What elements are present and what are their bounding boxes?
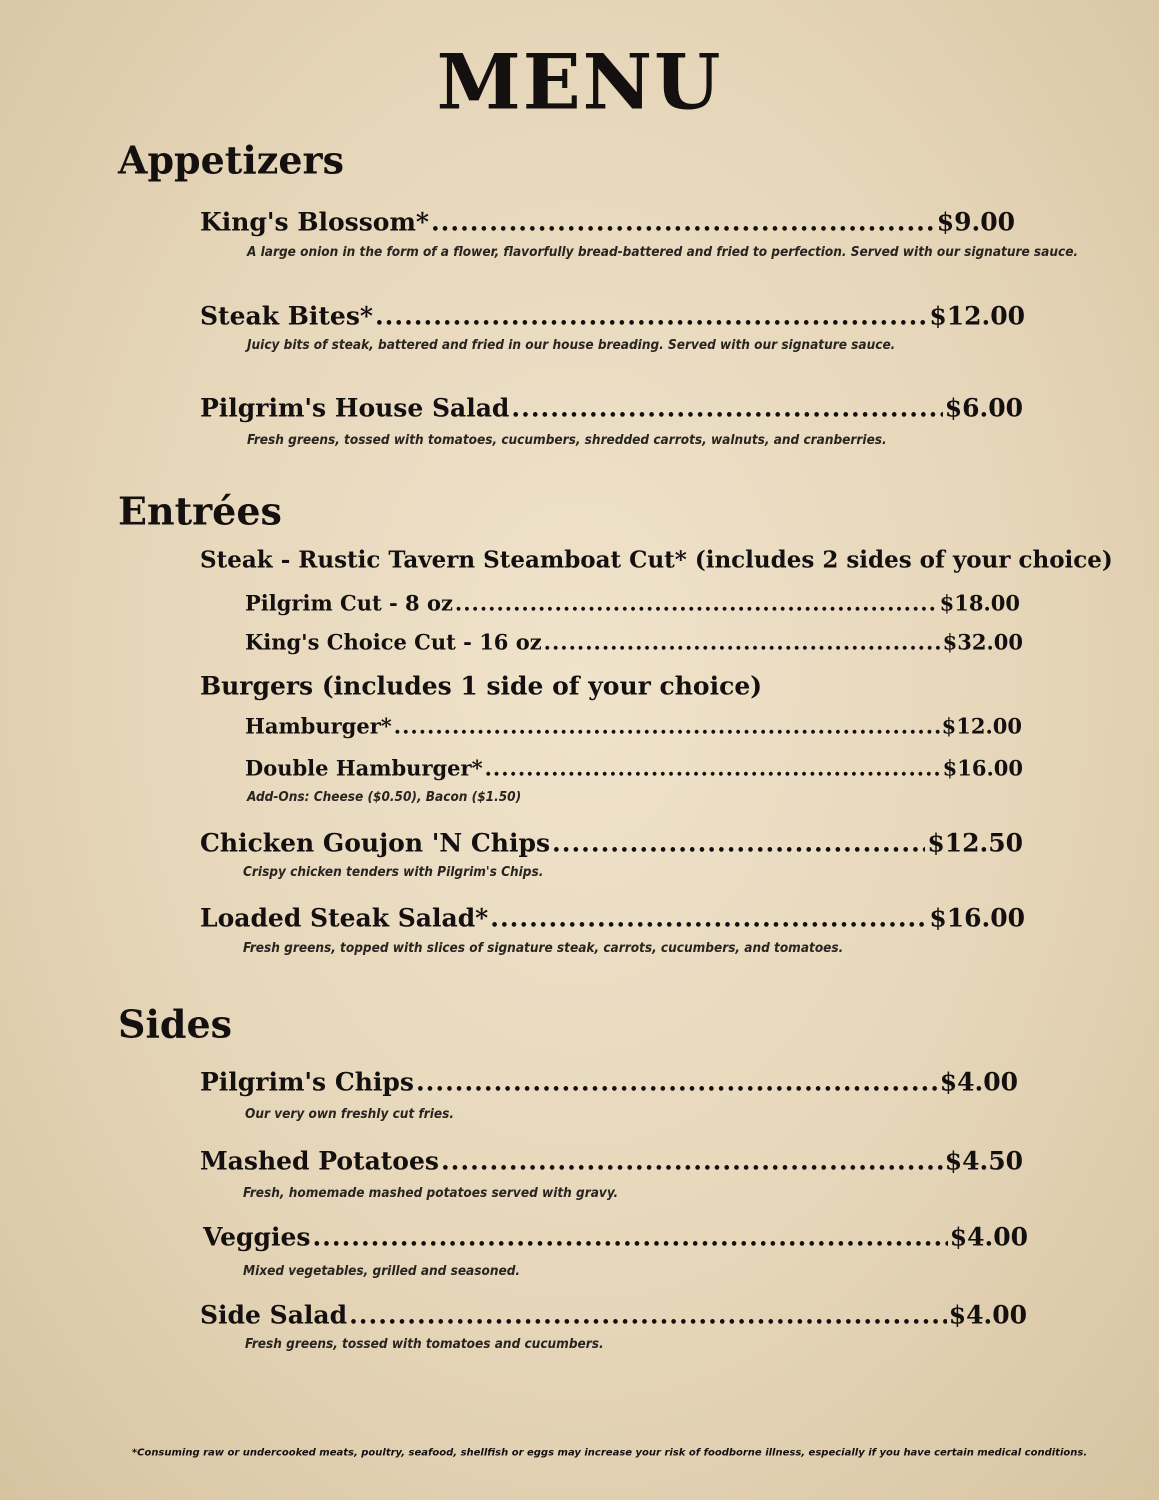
item-name: Veggies	[203, 1222, 311, 1252]
menu-item	[200, 1068, 1018, 1097]
item-price: $4.00	[939, 1067, 1018, 1097]
dot-leader	[485, 756, 941, 781]
item-name: Steak Bites*	[200, 301, 373, 331]
item-price: $12.00	[929, 301, 1025, 331]
item-description: Fresh greens, tossed with tomatoes and cucumbers.	[245, 1336, 604, 1352]
dot-leader	[455, 591, 938, 616]
item-price: $12.00	[941, 713, 1022, 739]
dot-leader	[416, 1068, 938, 1097]
menu-item	[200, 302, 1025, 331]
item-description: A large onion in the form of a flower, flavorfully bread-battered and fried to perfection. Served with our signature sauce.	[247, 244, 1079, 260]
dot-leader	[375, 302, 927, 331]
item-price: $6.00	[944, 393, 1023, 423]
menu-item	[200, 1147, 1023, 1176]
menu-item	[200, 829, 1023, 858]
item-description: Crispy chicken tenders with Pilgrim's Chips.	[243, 864, 544, 880]
item-name: King's Blossom*	[200, 207, 429, 237]
item-name: Pilgrim's House Salad	[200, 393, 510, 423]
item-name: Chicken Goujon 'N Chips	[200, 828, 551, 858]
item-price: $4.00	[949, 1222, 1028, 1252]
dot-leader	[349, 1301, 947, 1330]
food-safety-disclaimer: *Consuming raw or undercooked meats, poultry, seafood, shellfish or eggs may increase your risk of foodborne illness, especially if you have certain medical conditions.	[131, 1447, 1088, 1459]
item-description: Fresh, homemade mashed potatoes served with gravy.	[243, 1185, 619, 1201]
item-description: Fresh greens, topped with slices of signature steak, carrots, cucumbers, and tomatoes.	[243, 940, 844, 956]
menu-item	[245, 630, 1023, 655]
item-description: Juicy bits of steak, battered and fried in our house breading. Served with our signature sauce.	[247, 337, 896, 353]
dot-leader	[394, 714, 940, 739]
item-name: Hamburger*	[245, 713, 392, 739]
item-price: $32.00	[942, 629, 1023, 655]
item-name: Side Salad	[200, 1300, 348, 1330]
item-price: $16.00	[942, 755, 1023, 781]
menu-item	[200, 394, 1023, 423]
dot-leader	[511, 394, 942, 423]
item-price: $16.00	[929, 903, 1025, 933]
item-price: $18.00	[939, 590, 1020, 616]
item-description: Our very own freshly cut fries.	[245, 1106, 455, 1122]
item-description: Mixed vegetables, grilled and seasoned.	[243, 1263, 521, 1279]
dot-leader	[544, 630, 941, 655]
addons-note: Add-Ons: Cheese ($0.50), Bacon ($1.50)	[247, 789, 522, 805]
menu-item	[245, 756, 1023, 781]
item-name: Mashed Potatoes	[200, 1146, 439, 1176]
menu-title: MENU	[436, 37, 723, 127]
menu-item	[203, 1223, 1028, 1252]
dot-leader	[312, 1223, 947, 1252]
menu-item	[245, 591, 1020, 616]
item-price: $12.50	[927, 828, 1023, 858]
dot-leader	[552, 829, 925, 858]
menu-item	[245, 714, 1022, 739]
item-name: Loaded Steak Salad*	[200, 903, 489, 933]
menu-item	[200, 904, 1025, 933]
dot-leader	[490, 904, 927, 933]
item-name: King's Choice Cut - 16 oz	[245, 629, 542, 655]
dot-leader	[431, 208, 935, 237]
item-description: Fresh greens, tossed with tomatoes, cucumbers, shredded carrots, walnuts, and cranberries.	[247, 432, 887, 448]
item-price: $4.50	[944, 1146, 1023, 1176]
section-heading-appetizers: Appetizers	[118, 137, 344, 183]
section-heading-sides: Sides	[118, 1001, 233, 1047]
burgers-group-header: Burgers (includes 1 side of your choice)	[200, 671, 763, 701]
item-name: Double Hamburger*	[245, 755, 483, 781]
menu-item	[200, 208, 1015, 237]
item-name: Pilgrim's Chips	[200, 1067, 414, 1097]
section-heading-entrees: Entrées	[118, 488, 282, 534]
menu-item	[200, 1301, 1027, 1330]
item-name: Pilgrim Cut - 8 oz	[245, 590, 453, 616]
steak-group-header: Steak - Rustic Tavern Steamboat Cut* (includes 2 sides of your choice)	[200, 546, 1113, 574]
dot-leader	[441, 1147, 943, 1176]
item-price: $4.00	[948, 1300, 1027, 1330]
item-price: $9.00	[936, 207, 1015, 237]
